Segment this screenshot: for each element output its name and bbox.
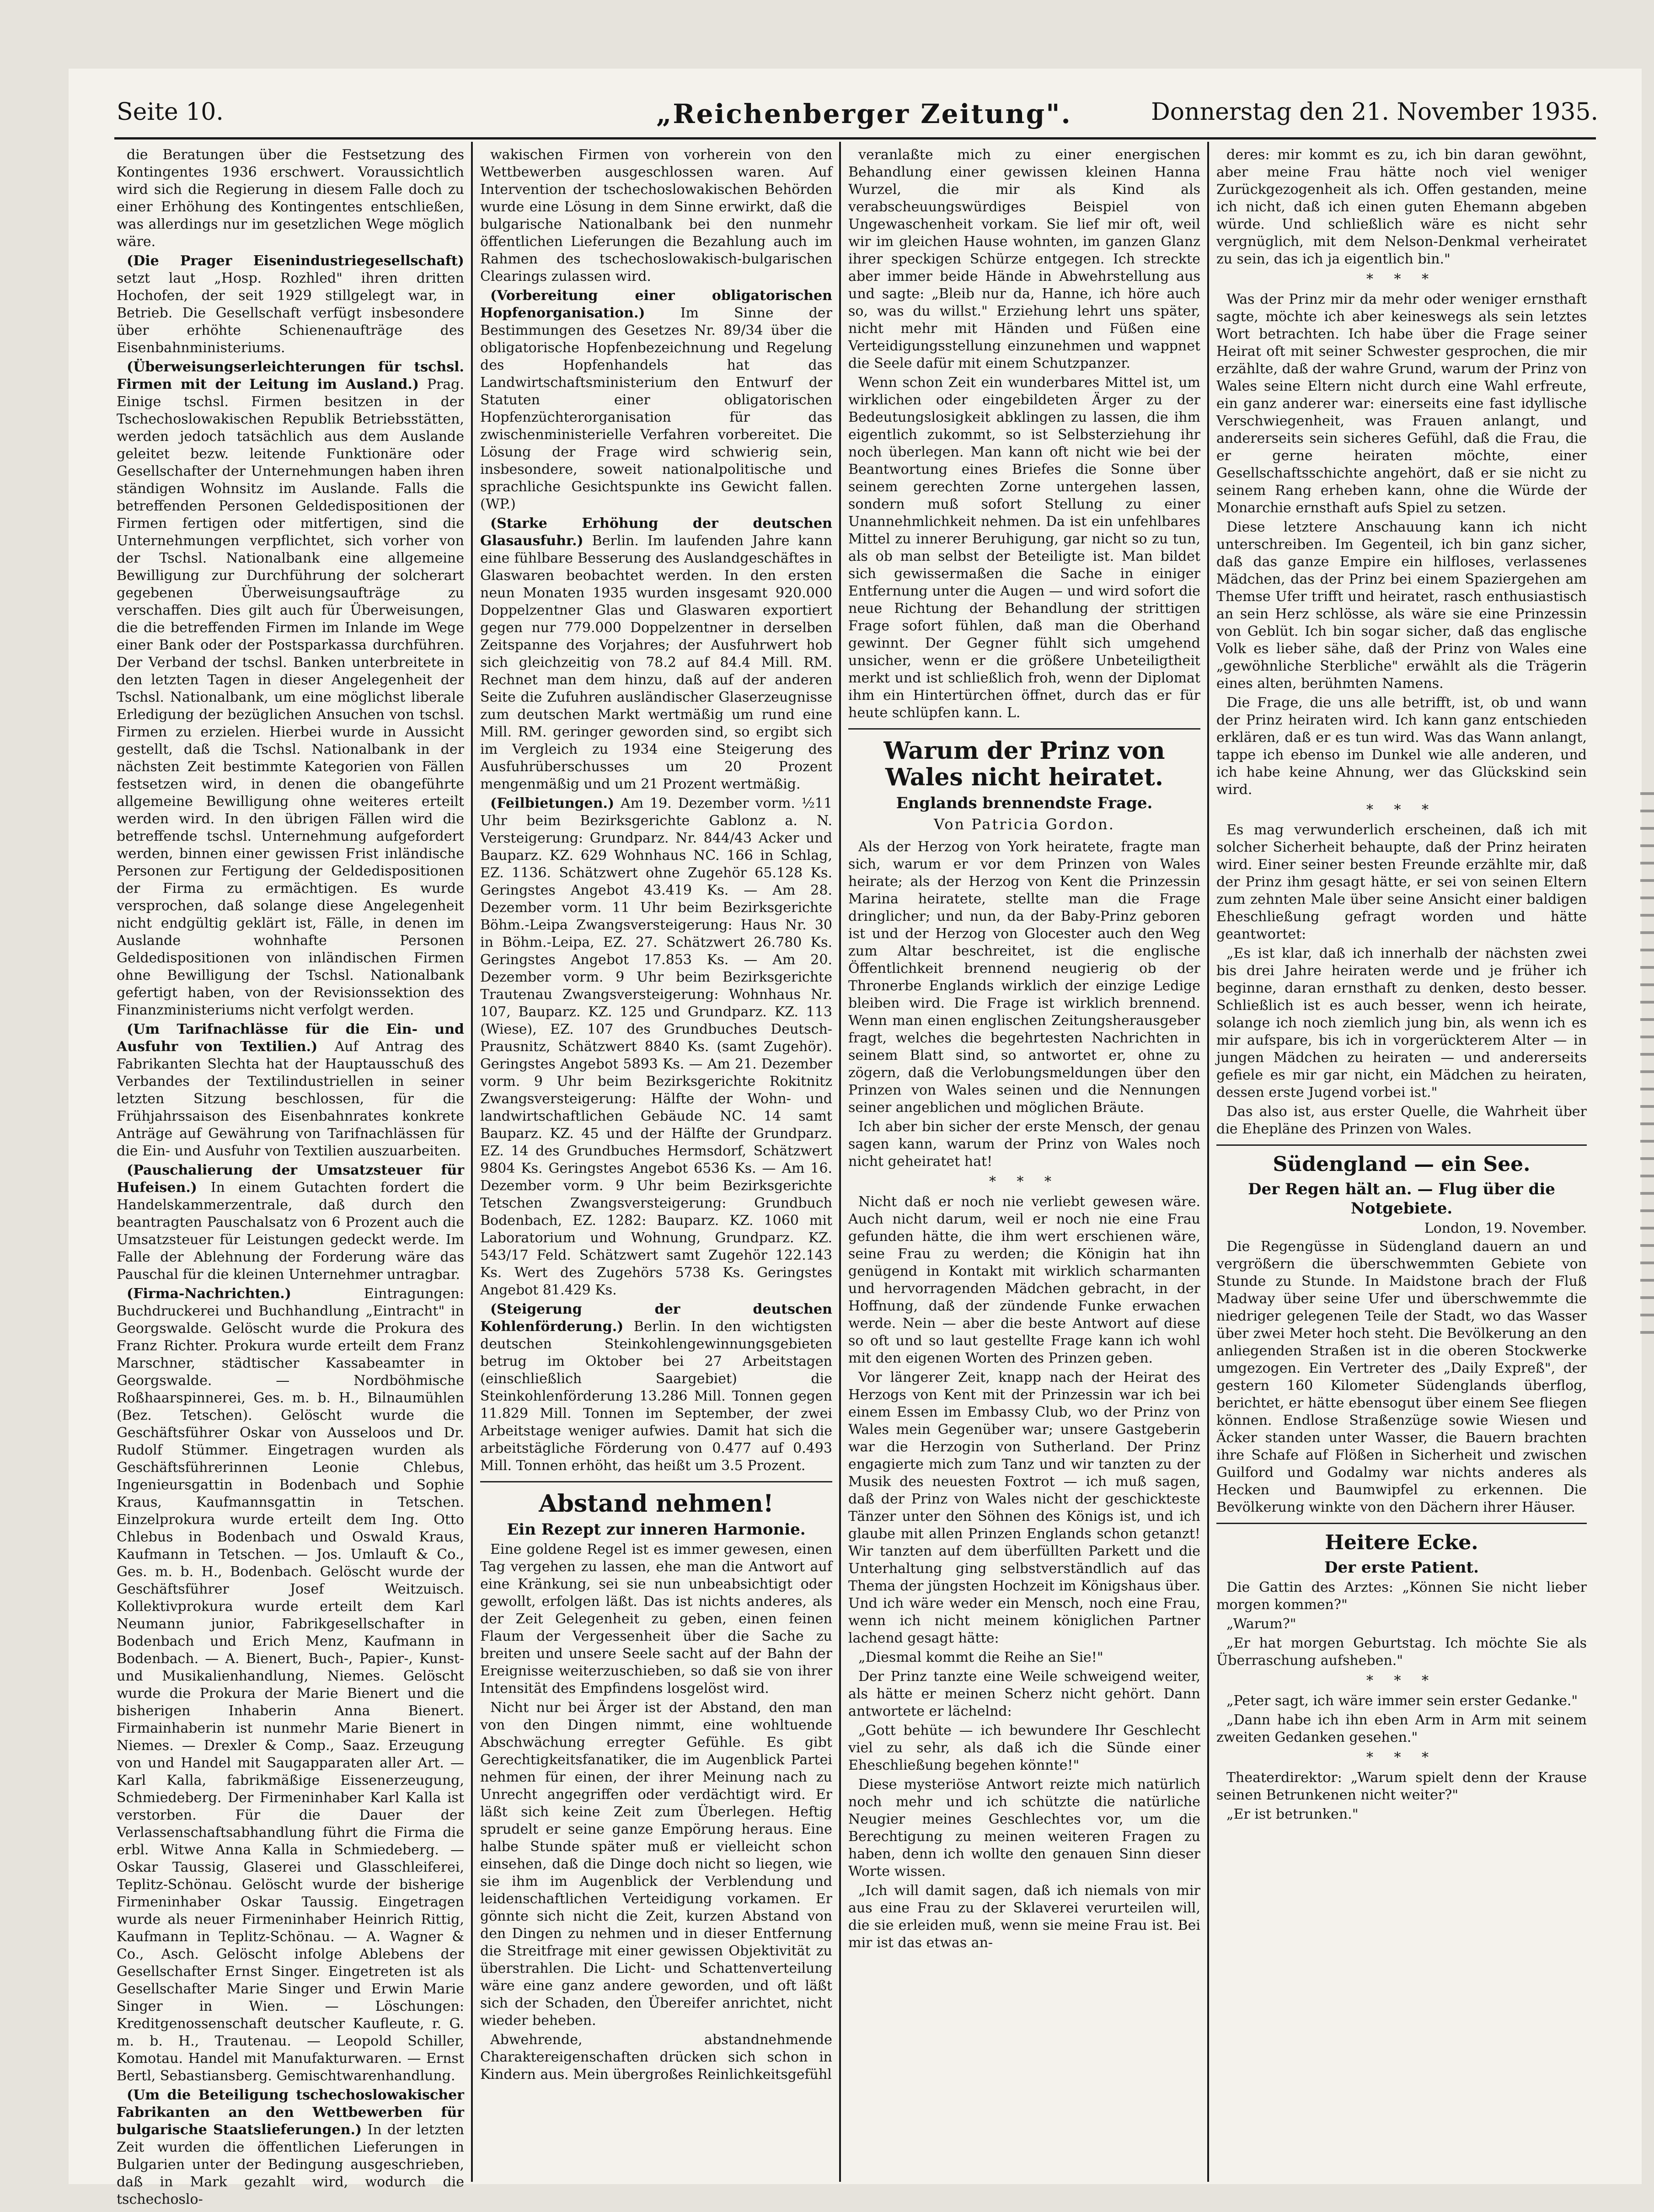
- article-headline: Südengland — ein See.: [1273, 1153, 1531, 1176]
- paragraph: die Beratungen über die Festsetzung des Kontingentes 1936 erschwert. Voraussichtlich wird sich die Regierung in diesem Falle doch zu einer Erhöhung des Kontingentes entschließen, was allerdings nur im gesetzlichen Wege möglich wäre.: [117, 147, 464, 250]
- paragraph: [480, 287, 832, 513]
- article-subheadline: Der Regen hält an. — Flug über die Notgebiete.: [1248, 1180, 1555, 1218]
- paragraph: Abwehrende, abstandnehmende Charaktereigenschaften drücken sich schon in Kindern aus. Mein übergroßes Reinlichkeitsgefühl: [480, 2032, 832, 2083]
- article-separator: [1216, 1523, 1587, 1524]
- paragraph: veranlaßte mich zu einer energischen Behandlung einer gewissen kleinen Hanna Wurzel, die mir als Kind als verabscheuungswürdiges Beispiel von Ungewaschenheit vorkam. Sie lief mir oft, weil wir im gleichen Hause wohnten, im ganzen Glanz ihrer speckigen Schürze entgegen. Ich streckte aber immer beide Hände in Abwehrstellung aus und sagte: „Bleib nur da, Hanne, ich höre auch so, was du willst." Erziehung lehrt uns später, nicht mehr mit Händen und Füßen eine Verteidigungsstellung einzunehmen und wappnet die Seele dafür mit einem Schutzpanzer.: [848, 147, 1200, 371]
- paragraph-text: In einem Gutachten fordert die Handelskammerzentrale, daß durch den beantragten Pauschalsatz von 6 Prozent auch die Umsatzsteuer für Leistungen gedeckt werde. Im Falle der Ablehnung der Forderung wäre das Pauschal für die kleinen Unternehmer untragbar.: [117, 1180, 464, 1283]
- paragraph: [117, 1285, 464, 2085]
- paragraph: [117, 1162, 464, 1283]
- paragraph-text: Prag. Einige tschsl. Firmen besitzen in der Tschechoslowakischen Republik Betriebsstätten, werden jedoch tatsächlich aus dem Auslande geleitet bezw. leitende Funktionäre oder Gesellschafter der Unternehmungen haben ihren ständigen Wohnsitz im Auslande. Falls die betreffenden Personen Geldedispositionen der Firmen fertigen oder mitfertigen, sind die Unternehmungen verpflichtet, sich vorher von der Tschsl. Nationalbank eine allgemeine Bewilligung zur Durchführung der solcherart gegebenen Überweisungsaufträge zu verschaffen. Dies gilt auch für Überweisungen, die die betreffenden Firmen im Inlande im Wege einer Bank oder der Postsparkassa durchführen. Der Verband der tschsl. Banken unterbreitete in den letzten Tagen in dieser Angelegenheit der Tschsl. Nationalbank, um eine möglichst liberale Erledigung der bezüglichen Ansuchen von tschsl. Firmen zu erzielen. Hierbei wurde in Aussicht gestellt, daß die Tschsl. Nationalbank in der nächsten Zeit bestimmte Kategorien von Fällen festsetzen wird, in denen die obangeführte allgemeine Bewilligung ohne weiteres erteilt werden wird. In den übrigen Fällen wird die betreffende tschsl. Unternehmung aufgefordert werden, binnen einer gewissen Frist inländische Personen zur Fertigung der Geldedispositionen der Firma zu ermächtigen. Es wurde versprochen, daß solange diese Angelegenheit nicht endgültig geklärt ist, Fälle, in denen im Auslande wohnhafte Personen Geldedispositionen von inländischen Firmen ohne Bewilligung der Tschsl. Nationalbank gefertigt haben, von der Revisionssektion des Finanzministeriums nicht verfolgt werden.: [117, 376, 464, 1018]
- paragraph: [480, 795, 832, 1299]
- article-separator: [480, 1481, 832, 1482]
- paragraph: Ich aber bin sicher der erste Mensch, der genau sagen kann, warum der Prinz von Wales noch nicht geheiratet hat!: [848, 1119, 1200, 1170]
- section-stars: * * *: [1366, 802, 1437, 818]
- header-rule: [114, 137, 1596, 140]
- paragraph-heading: (Um die Beteiligung tschechoslowakischer Fabrikanten an den Wettbewerben für bulgarische Staatslieferungen.): [117, 2087, 464, 2138]
- paragraph: Die Frage, die uns alle betrifft, ist, ob und wann der Prinz heiraten wird. Ich kann ganz entschieden erklären, daß er es tun wird. Was das Wann anlangt, tappe ich ebenso im Dunkel wie alle anderen, und ich habe keine Ahnung, wer das Glückskind sein wird.: [1216, 695, 1587, 798]
- joke-line: Die Gattin des Arztes: „Können Sie nicht lieber morgen kommen?": [1216, 1579, 1587, 1613]
- newspaper-title: „Reichenberger Zeitung".: [656, 98, 1072, 129]
- paragraph: Nicht nur bei Ärger ist der Abstand, den man von den Dingen nimmt, eine wohltuende Abschwächung erregter Gefühle. Es gibt Gerechtigkeitsfanatiker, die im Augenblick Partei nehmen für einen, der ihrer Meinung nach zu Unrecht angegriffen oder verdächtigt wird. Er läßt sich keine Zeit zum Überlegen. Heftig sprudelt er seine ganze Empörung heraus. Eine halbe Stunde später muß er vielleicht schon einsehen, daß die Dinge doch nicht so liegen, wie sie ihm im Augenblick der Verblendung und leidenschaftlichen Verteidigung vorkamen. Er gönnte sich nicht die Zeit, kurzen Abstand von den Dingen zu nehmen und in dieser Entfernung die Streitfrage mit einer gewissen Objektivität zu überstrahlen. Die Licht- und Schattenverteilung wäre eine ganz andere geworden, und oft läßt sich der Schaden, den Übereifer anrichtet, nicht wieder beheben.: [480, 1700, 832, 2029]
- paragraph-text: Wenn schon Zeit ein wunderbares Mittel ist, um wirklichen oder eingebildeten Ärger zu der Bedeutungslosigkeit abklingen zu lassen, die ihm eigentlich zukommt, so ist Selbsterziehung ihr noch überlegen. Man kann oft nicht wie bei der Beantwortung eines Briefes die Sonne über seinem gerechten Zorne untergehen lassen, sondern muß sofort Stellung zu einer Unannehmlichkeit nehmen. Da ist ein unfehlbares Mittel zu innerer Beruhigung, gar nicht so zu tun, als ob man selbst der Beteiligte ist. Man bildet sich gewissermaßen die Sache in einiger Entfernung unter die Augen — und wird sofort die neue Richtung der Behandlung der strittigen Frage sofort fühlen, daß man die Oberhand gewinnt. Der Gegner fühlt sich umgehend unsicher, wenn er die größere Unbeteiligtheit merkt und ist schließlich froh, wenn der Diplomat ihm ein Hintertürchen öffnet, durch das er für heute schlüpfen kann.: [848, 375, 1200, 721]
- paragraph: [117, 359, 464, 1019]
- paragraph: wakischen Firmen von vorherein von den Wettbewerben ausgeschlossen waren. Auf Intervention der tschechoslowakischen Behörden wurde eine Lösung in dem Sinne erwirkt, daß die bulgarische Nationalbank bei den nunmehr öffentlichen Lieferungen die Bezahlung auch im Rahmen des tschechoslowakisch-bulgarischen Clearings zulassen wird.: [480, 147, 832, 285]
- paragraph-text: Berlin. Im laufenden Jahre kann eine fühlbare Besserung des Auslandgeschäftes in Glaswaren beobachtet werden. In den ersten neun Monaten 1935 wurden insgesamt 920.000 Doppelzentner Glas und Glaswaren exportiert gegen nur 779.000 Doppelzentner in derselben Zeitspanne des Vorjahres; der Ausfuhrwert hob sich gleichzeitig von 78.2 auf 84.4 Mill. RM. Rechnet man dem hinzu, daß auf der anderen Seite die Zufuhren ausländischer Glaserzeugnisse zum deutschen Markt wertmäßig um rund eine Mill. RM. geringer geworden sind, so ergibt sich im Vergleich zu 1934 eine Steigerung des Ausfuhrüberschusses um 20 Prozent mengenmäßig und um 21 Prozent wertmäßig.: [480, 533, 832, 792]
- paragraph: Diese mysteriöse Antwort reizte mich natürlich noch mehr und ich schützte die natürliche Neugier meines Geschlechtes vor, um die Berechtigung zu meinen weiteren Fragen zu haben, denn ich wollte den genauen Sinn dieser Worte wissen.: [848, 1777, 1200, 1879]
- page-number: Seite 10.: [117, 98, 224, 126]
- issue-date: Donnerstag den 21. November 1935.: [1151, 98, 1598, 126]
- section-headline: Heitere Ecke.: [1325, 1531, 1478, 1554]
- paragraph-heading: (Starke Erhöhung der deutschen Glasausfuhr.): [480, 515, 832, 549]
- column-3: [848, 146, 1200, 2177]
- article-headline: Abstand nehmen!: [539, 1490, 774, 1518]
- article-subheadline: Englands brennendste Frage.: [896, 794, 1153, 812]
- paragraph: deres: mir kommt es zu, ich bin daran gewöhnt, aber meine Frau hätte noch viel weniger Zurückgezogenheit als ich. Offen gestanden, meine ich nicht, daß ich einen guten Ehemann abgeben würde. Und schließlich wäre es nicht sehr vergnüglich, mit dem Nelson-Denkmal verheiratet zu sein, das ich ja eigentlich bin.": [1216, 147, 1587, 267]
- paragraph-text: Am 19. Dezember vorm. ½11 Uhr beim Bezirksgerichte Gablonz a. N. Versteigerung: Grundparz. Nr. 844/43 Acker und Bauparz. KZ. 629 Wohnhaus NC. 166 in Schlag, EZ. 1136. Schätzwert ohne Zugehör 65.128 Ks. Geringstes Angebot 43.419 Ks. — Am 28. Dezember vorm. 11 Uhr beim Bezirksgerichte Böhm.-Leipa Zwangsversteigerung: Haus Nr. 30 in Böhm.-Leipa, EZ. 27. Schätzwert 26.780 Ks. Geringstes Angebot 17.853 Ks. — Am 20. Dezember vorm. 9 Uhr beim Bezirksgerichte Trautenau Zwangsversteigerung: Wohnhaus Nr. 107, Bauparz. KZ. 125 und Grundparz. KZ. 113 (Wiese), EZ. 107 des Grundbuches Deutsch-Prausnitz, Schätzwert 8840 Ks. (samt Zugehör). Geringstes Angebot 5893 Ks. — Am 21. Dezember vorm. 9 Uhr beim Bezirksgerichte Rokitnitz Zwangsversteigerung: Hälfte der Wohn- und landwirtschaftlichen Gebäude NC. 14 samt Bauparz. KZ. 45 und der Hälfte der Grundparz. EZ. 14 des Grundbuches Hermsdorf, Schätzwert 9804 Ks. Geringstes Angebot 6536 Ks. — Am 16. Dezember vorm. 9 Uhr beim Bezirksgerichte Tetschen Zwangsversteigerung: Grundbuch Bodenbach, EZ. 1282: Bauparz. KZ. 1060 mit Laboratorium und Wohnung, Grundparz. KZ. 543/17 Feld. Schätzwert samt Zugehör 122.143 Ks. Wert des Zugehörs 5738 Ks. Geringstes Angebot 81.429 Ks.: [480, 795, 832, 1298]
- paragraph: Was der Prinz mir da mehr oder weniger ernsthaft sagte, möchte ich aber keineswegs als sein letztes Wort betrachten. Ich habe über die Frage seiner Heirat oft mit seiner Schwester gesprochen, die mir erzählte, daß der wahre Grund, warum der Prinz von Wales seine Eltern nicht durch eine Wahl erfreute, ein ganz anderer war: einerseits eine fast idyllische Verschwiegenheit, was Frauen anlangt, und andererseits sein sicheres Gefühl, daß die Frau, die er gerne heiraten möchte, einer Gesellschaftsschichte angehört, daß er sie nicht zu seinem Rang erheben kann, ohne die Würde der Monarchie ernsthaft aufs Spiel zu setzen.: [1216, 291, 1587, 516]
- article-byline: Von Patricia Gordon.: [934, 816, 1115, 833]
- paragraph: Der Prinz tanzte eine Weile schweigend weiter, als hätte er meinen Scherz nicht gehört. Dann antwortete er lächelnd:: [848, 1669, 1200, 1719]
- column-rule: [839, 142, 841, 2182]
- joke-line: „Dann habe ich ihn eben Arm in Arm mit seinem zweiten Gedanken gesehen.": [1216, 1712, 1587, 1745]
- paragraph: „Gott behüte — ich bewundere Ihr Geschlecht viel zu sehr, als daß ich die Sünde einer Eheschließung begehen könnte!": [848, 1723, 1200, 1773]
- column-rule: [471, 142, 473, 2182]
- paragraph: „Es ist klar, daß ich innerhalb der nächsten zwei bis drei Jahre heiraten werde und je früher ich beginne, daran ernsthaft zu denken, desto besser. Schließlich ist es auch besser, wenn ich heirate, solange ich noch ziemlich jung bin, als wenn ich es mir aufspare, bis ich in vorgerückterem Alter — in jungen Mädchen zu heiraten — und andererseits gefiele es mir gar nicht, ein Mädchen zu heiraten, dessen erste Jugend vorbei ist.": [1216, 945, 1587, 1101]
- joke-line: „Warum?": [1226, 1616, 1296, 1632]
- joke-line: „Peter sagt, ich wäre immer sein erster Gedanke.": [1226, 1693, 1578, 1709]
- paragraph: Die Regengüsse in Südengland dauern an und vergrößern die überschwemmten Gebiete von Stunde zu Stunde. In Maidstone brach der Fluß Madway über seine Ufer und überschwemmte die niedriger gelegenen Teile der Stadt, wo das Wasser über zwei Meter hoch steht. Die Bevölkerung an den anliegenden Straßen ist in die oberen Stockwerke umgezogen. Ein Vertreter des „Daily Expreß", der gestern 160 Kilometer Südenglands überflog, berichtet, er hätte ebensogut über einem See fliegen können. Endlose Straßenzüge sowie Wiesen und Äcker standen unter Wasser, die Bauern brachten ihre Schafe auf Flößen in Sicherheit und zwischen Guilford und Godalmy war nichts anderes als Hecken und Baumwipfel zu erkennen. Die Bevölkerung winkte von den Dächern ihrer Häuser.: [1216, 1239, 1587, 1515]
- article-subheadline: Ein Rezept zur inneren Harmonie.: [507, 1520, 806, 1539]
- column-2: [480, 146, 832, 2177]
- paragraph: [117, 252, 464, 357]
- paragraph: Das also ist, aus erster Quelle, die Wahrheit über die Ehepläne des Prinzen von Wales.: [1216, 1104, 1587, 1137]
- paragraph: Eine goldene Regel ist es immer gewesen, einen Tag vergehen zu lassen, ehe man die Antwort auf eine Kränkung, sei sie nun unbeabsichtigt oder gewollt, erfolgen läßt. Das ist nichts anderes, als der Zeit Gelegenheit zu geben, einen feinen Flaum der Vergessenheit über die Sache zu breiten und unsere Seele sacht auf der Bahn der Ereignisse weiterzuschieben, so daß sie von ihrer Intensität des Empfindens losgelöst wird.: [480, 1541, 832, 1697]
- paragraph-heading: (Vorbereitung einer obligatorischen Hopfenorganisation.): [480, 288, 832, 321]
- page-header: [117, 98, 1598, 135]
- paragraph-heading: (Firma-Nachrichten.): [127, 1286, 291, 1302]
- section-stars: * * *: [1366, 1673, 1437, 1689]
- paragraph-text: Auf Antrag des Fabrikanten Slechta hat der Hauptausschuß des Verbandes der Textilindustriellen in seiner letzten Sitzung beschlossen, für die Frühjahrssaison des Eisenbahnrates konkrete Anträge auf Gewährung von Tarifnachlässen für die Ein- und Ausfuhr von Textilien auszuarbeiten.: [117, 1039, 464, 1159]
- paragraph-text: setzt laut „Hosp. Rozhled" ihren dritten Hochofen, der seit 1929 stillgelegt war, in Betrieb. Die Gesellschaft verfügt insbesondere über erhöhte Schienenaufträge des Eisenbahnministeriums.: [117, 270, 464, 356]
- author-signature: L.: [1006, 705, 1021, 721]
- paragraph-heading: (Um Tarifnachlässe für die Ein- und Ausfuhr von Textilien.): [117, 1021, 464, 1055]
- paragraph: [117, 2087, 464, 2208]
- paragraph: [480, 1301, 832, 1475]
- paragraph: [117, 1021, 464, 1160]
- paragraph-heading: (Die Prager Eisenindustriegesellschaft): [127, 253, 464, 269]
- paragraph-text: In der letzten Zeit wurden die öffentlichen Lieferungen in Bulgarien unter der Bedingung ausgeschrieben, daß in Mark gezahlt wird, wodurch die tschechoslo-: [117, 2122, 465, 2207]
- column-4: [1216, 146, 1587, 2177]
- article-headline: Warum der Prinz von Wales nicht heiratet.: [883, 737, 1165, 791]
- article-separator: [848, 728, 1200, 730]
- section-stars: * * *: [989, 1174, 1060, 1190]
- paragraph-heading: (Feilbietungen.): [490, 795, 615, 811]
- paragraph-heading: (Steigerung der deutschen Kohlenförderung.): [480, 1301, 832, 1335]
- paragraph-text: Im Sinne der Bestimmungen des Gesetzes Nr. 89/34 über die obligatorische Hopfenbezeichnung und Regelung des Hopfenhandels hat das Landwirtschaftsministerium den Entwurf der Statuten einer obligatorischen Hopfenzüchterorganisation für das zwischenministerielle Verfahren vorbereitet. Die Lösung der Frage wird schwierig sein, insbesondere, soweit nationalpolitische und sprachliche Gesichtspunkte ins Gewicht fallen. (WP.): [480, 305, 832, 512]
- joke-title: Der erste Patient.: [1324, 1558, 1479, 1577]
- paragraph: [480, 515, 832, 793]
- paragraph: Vor längerer Zeit, knapp nach der Heirat des Herzogs von Kent mit der Prinzessin war ich bei einem Essen im Embassy Club, wo der Prinz von Wales mein Gegenüber war; unsere Gastgeberin war die Herzogin von Sutherland. Der Prinz engagierte mich zum Tanz und wir tanzten zu der Musik des neuesten Foxtrot — ich muß sagen, daß der Prinz von Wales nicht der geschickteste Tänzer unter den Söhnen des Königs ist, und ich glaube mit allen Prinzen Englands schon getanzt! Wir tanzten auf dem überfüllten Parkett und die Unterhaltung ging selbstverständlich auf das Thema der jüngsten Hochzeit im Königshaus über. Und ich wäre weder ein Mensch, noch eine Frau, wenn ich nicht meinem königlichen Partner lachend gesagt hätte:: [848, 1369, 1200, 1646]
- paragraph-text: Berlin. In den wichtigsten deutschen Steinkohlengewinnungsgebieten betrug im Oktober bei 27 Arbeitstagen (einschließlich Saargebiet) die Steinkohlenförderung 13.286 Mill. Tonnen gegen 11.829 Mill. Tonnen im September, der zwei Arbeitstage weniger aufwies. Damit hat sich die arbeitstägliche Förderung von 0.477 auf 0.493 Mill. Tonnen erhöht, das heißt um 3.5 Prozent.: [480, 1319, 832, 1474]
- paragraph-heading: (Pauschalierung der Umsatzsteuer für Hufeisen.): [117, 1162, 464, 1196]
- dateline: London, 19. November.: [1424, 1220, 1587, 1236]
- paragraph: „Diesmal kommt die Reihe an Sie!": [858, 1649, 1103, 1665]
- paragraph-text: Eintragungen: Buchdruckerei und Buchhandlung „Eintracht" in Georgswalde. Gelöscht wurde die Prokura des Franz Richter. Prokura wurde erteilt dem Franz Marschner, städtischer Kassabeamter in Georgswalde. — Nordböhmische Roßhaarspinnerei, Ges. m. b. H., Bilnaumühlen (Bez. Tetschen). Gelöscht wurde die Geschäftsführer Oskar von Ausseloos und Dr. Rudolf Stümmer. Eingetragen wurden als Geschäftsführerinnen Leonie Chlebus, Ingenieursgattin in Bodenbach und Sophie Kraus, Kaufmannsgattin in Tetschen. Einzelprokura wurde erteilt dem Ing. Otto Chlebus in Bodenbach und Oswald Kraus, Kaufmann in Tetschen. — Jos. Umlauft & Co., Ges. m. b. H., Bodenbach. Gelöscht wurde der Geschäftsführer Josef Weitzuisch. Kollektivprokura wurde erteilt dem Karl Neumann junior, Fabrikgesellschafter in Bodenbach und Erich Menz, Kaufmann in Bodenbach. — A. Bienert, Buch-, Papier-, Kunst- und Musikalienhandlung, Niemes. Gelöscht wurde die Prokura der Marie Bienert und die bisherigen Inhaberin Anna Bienert. Firmainhaberin ist nunmehr Marie Bienert in Niemes. — Drexler & Comp., Saaz. Erzeugung von und Handel mit Saugapparaten aller Art. — Karl Kalla, fabrikmäßige Eissenerzeugung, Schmiedeberg. Der Firmeninhaber Karl Kalla ist verstorben. Für die Dauer der Verlassenschaftsabhandlung führt die Firma die erbl. Witwe Anna Kalla in Schmiedeberg. — Oskar Taussig, Glaserei und Glasschleiferei, Teplitz-Schönau. Gelöscht wurde der bisherige Firmeninhaber Oskar Taussig. Eingetragen wurde als neuer Firmeninhaber Heinrich Rittig, Kaufmann in Teplitz-Schönau. — A. Wagner & Co., Asch. Gelöscht infolge Ablebens der Gesellschafter Ernst Singer. Eingetreten ist als Gesellschafter Marie Singer und Erwin Marie Singer in Wien. — Löschungen: Kreditgenossenschaft deutscher Kaufleute, r. G. m. b. H., Trautenau. — Leopold Schiller, Komotau. Handel mit Manufakturwaren. — Ernst Bertl, Sebastiansberg. Gemischtwarenhandlung.: [117, 1286, 464, 2084]
- section-stars: * * *: [1366, 1750, 1437, 1766]
- paragraph: Nicht daß er noch nie verliebt gewesen wäre. Auch nicht darum, weil er noch nie eine Frau gefunden hätte, die ihm wert erschienen wäre, seine Frau zu werden; die Königin hat ihn genügend in Kontakt mit wirklich scharmanten und hervorragenden Mädchen gebracht, in der Hoffnung, daß der zündende Funke erwachen werde. Nein — aber die beste Antwort auf diese so oft und so laut gestellte Frage kann ich wohl mit den eigenen Worten des Prinzen geben.: [848, 1194, 1200, 1366]
- paragraph-heading: (Überweisungserleichterungen für tschsl. Firmen mit der Leitung im Ausland.): [117, 359, 464, 392]
- paragraph: Es mag verwunderlich erscheinen, daß ich mit solcher Sicherheit behaupte, daß der Prinz heiraten wird. Einer seiner besten Freunde erzählte mir, daß der Prinz ihm gesagt hätte, er sei von seinen Eltern zum zehnten Male über seine Ansicht einer baldigen Eheschließung gefragt worden und hätte geantwortet:: [1216, 822, 1587, 942]
- paragraph: Als der Herzog von York heiratete, fragte man sich, warum er vor dem Prinzen von Wales heirate; als der Herzog von Kent die Prinzessin Marina heiratete, stellte man die Frage dringlicher; und nun, da der Baby-Prinz geboren ist und der Herzog von Glocester auch den Weg zum Altar beschreitet, ist die englische Öffentlichkeit brennend neugierig ob der Thronerbe Englands wirklich der einzige Ledige bleiben wird. Die Frage ist wirklich brennend. Wenn man einen englischen Zeitungsherausgeber fragt, welches die begehrtesten Nachrichten in seinem Blatt sind, so antwortet er, ohne zu zögern, daß die Verlobungsmeldungen über den Prinzen von Wales seinen und die Nennungen seiner angeblichen und möglichen Bräute.: [848, 839, 1200, 1116]
- paragraph: Diese letztere Anschauung kann ich nicht unterschreiben. Im Gegenteil, ich bin ganz sicher, daß das ganze Empire ein hilfloses, verlassenes Mädchen, das der Prinz bei einem Spaziergehen am Themse Ufer trifft und heiratet, rasch enthusiastisch an sein Herz schlösse, als wäre sie eine Prinzessin von Geblüt. Ich bin sogar sicher, daß das englische Volk es lieber sähe, daß der Prinz von Wales eine „gewöhnliche Sterbliche" erwählt als die Trägerin eines alten, berühmten Namens.: [1216, 519, 1587, 692]
- joke-line: „Er ist betrunken.": [1226, 1806, 1359, 1822]
- paragraph: „Ich will damit sagen, daß ich niemals von mir aus eine Frau zu der Sklaverei verurteilen will, die sie erleiden muß, wenn sie meine Frau ist. Bei mir ist das etwas an-: [848, 1883, 1200, 1951]
- section-stars: * * *: [1366, 271, 1437, 287]
- column-rule: [1207, 142, 1209, 2182]
- column-1: [117, 146, 465, 2207]
- joke-line: Theaterdirektor: „Warum spielt denn der Krause seinen Betrunkenen nicht weiter?": [1216, 1770, 1587, 1803]
- paragraph: [848, 374, 1200, 722]
- adjacent-page-edge: [1640, 778, 1654, 1852]
- joke-line: „Er hat morgen Geburtstag. Ich möchte Sie als Überraschung aufsheben.": [1216, 1635, 1587, 1669]
- article-separator: [1216, 1144, 1587, 1146]
